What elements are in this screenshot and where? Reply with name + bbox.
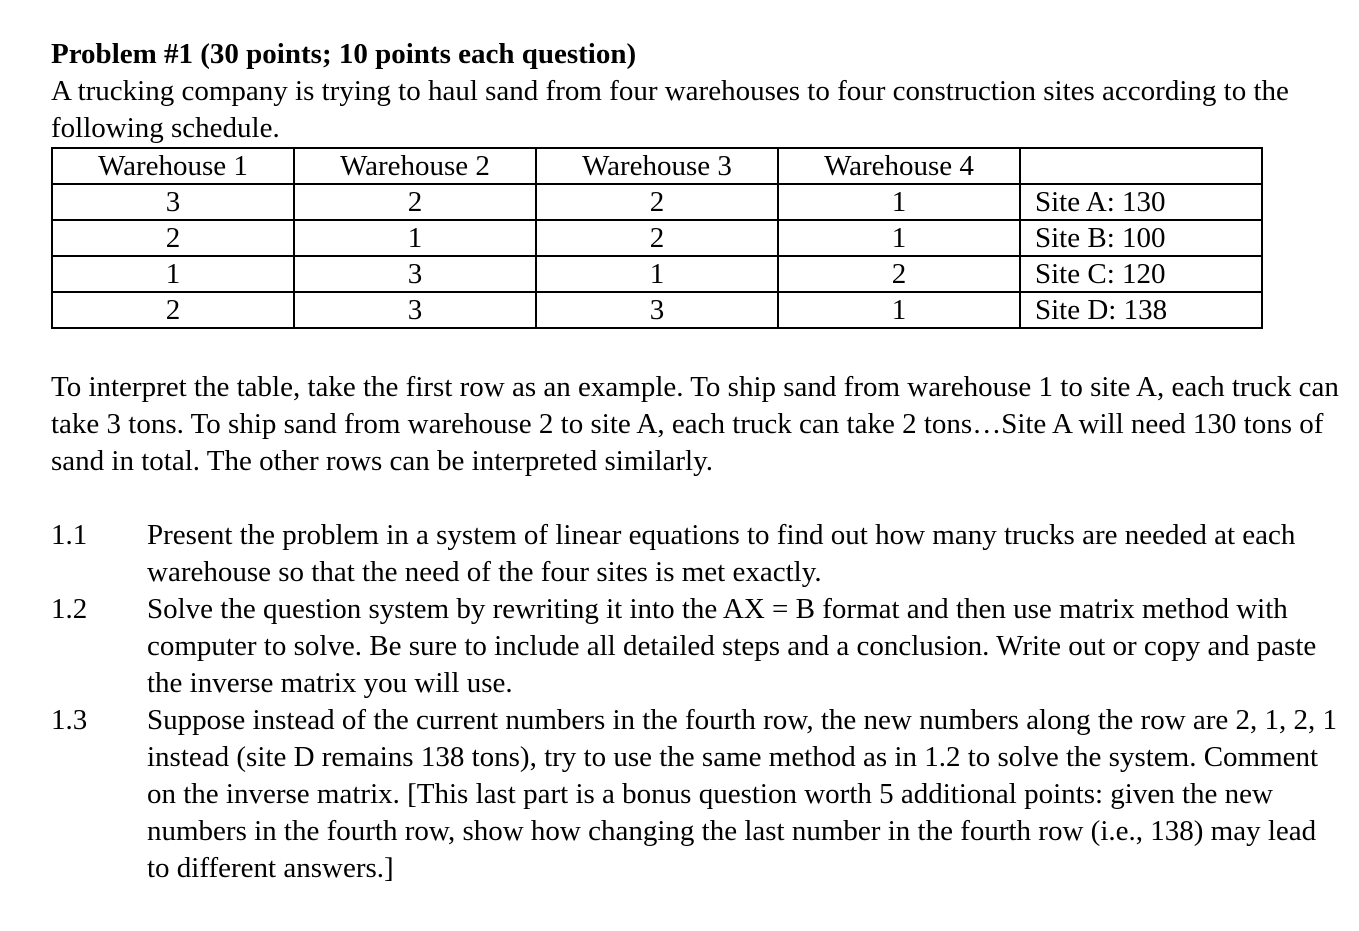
table-cell: 2 <box>778 256 1020 292</box>
table-row <box>52 184 1262 220</box>
table-header-row <box>52 148 1262 184</box>
header-warehouse-2: Warehouse 2 <box>294 148 536 184</box>
problem-intro: A trucking company is trying to haul sand from four warehouses to four construction sites according to the following schedule. <box>51 75 1289 144</box>
question-item <box>51 591 1341 702</box>
header-warehouse-1: Warehouse 1 <box>52 148 294 184</box>
question-text: Suppose instead of the current numbers in the fourth row, the new numbers along the row are 2, 1, 2, 1 instead (site D remains 138 tons), try to use the same method as in 1.2 to solve the system. Comment on the inverse matrix. [This last part is a bonus question worth 5 additional points: given the new numbers in the fourth row, show how changing the last number in the fourth row (i.e., 138) may lead to different answers.] <box>147 704 1338 884</box>
site-cell: Site A: 130 <box>1020 184 1262 220</box>
table-row <box>52 220 1262 256</box>
question-text: Present the problem in a system of linear equations to find out how many trucks are needed at each warehouse so that the need of the four sites is met exactly. <box>147 519 1296 588</box>
site-cell: Site C: 120 <box>1020 256 1262 292</box>
header-warehouse-3: Warehouse 3 <box>536 148 778 184</box>
table-cell: 2 <box>536 184 778 220</box>
table-cell: 1 <box>536 256 778 292</box>
interpretation-paragraph: To interpret the table, take the first row as an example. To ship sand from warehouse 1 to site A, each truck can take 3 tons. To ship sand from warehouse 2 to site A, each truck can take 2 tons…Site A will need 130 tons of sand in total. The other rows can be interpreted similarly. <box>51 371 1339 477</box>
table-cell: 3 <box>294 292 536 328</box>
table-cell: 2 <box>536 220 778 256</box>
question-text: Solve the question system by rewriting it into the AX = B format and then use matrix method with computer to solve. Be sure to include all detailed steps and a conclusion. Write out or copy and paste the inverse matrix you will use. <box>147 593 1317 699</box>
question-item <box>51 517 1341 591</box>
question-list <box>51 517 1341 887</box>
site-cell: Site D: 138 <box>1020 292 1262 328</box>
table-cell: 1 <box>778 292 1020 328</box>
table-row <box>52 256 1262 292</box>
table-cell: 1 <box>294 220 536 256</box>
site-cell: Site B: 100 <box>1020 220 1262 256</box>
question-number: 1.3 <box>51 704 88 736</box>
header-warehouse-4: Warehouse 4 <box>778 148 1020 184</box>
table-row <box>52 292 1262 328</box>
table-cell: 1 <box>52 256 294 292</box>
problem-title: Problem #1 (30 points; 10 points each question) <box>51 38 637 70</box>
table-cell: 3 <box>536 292 778 328</box>
problem-document <box>51 36 1341 887</box>
table-cell: 2 <box>294 184 536 220</box>
table-cell: 3 <box>52 184 294 220</box>
schedule-table <box>51 147 1263 329</box>
table-cell: 2 <box>52 220 294 256</box>
table-cell: 2 <box>52 292 294 328</box>
question-number: 1.2 <box>51 593 88 625</box>
question-number: 1.1 <box>51 519 88 551</box>
header-site <box>1020 148 1262 184</box>
question-item <box>51 702 1341 887</box>
table-cell: 3 <box>294 256 536 292</box>
table-cell: 1 <box>778 184 1020 220</box>
table-cell: 1 <box>778 220 1020 256</box>
